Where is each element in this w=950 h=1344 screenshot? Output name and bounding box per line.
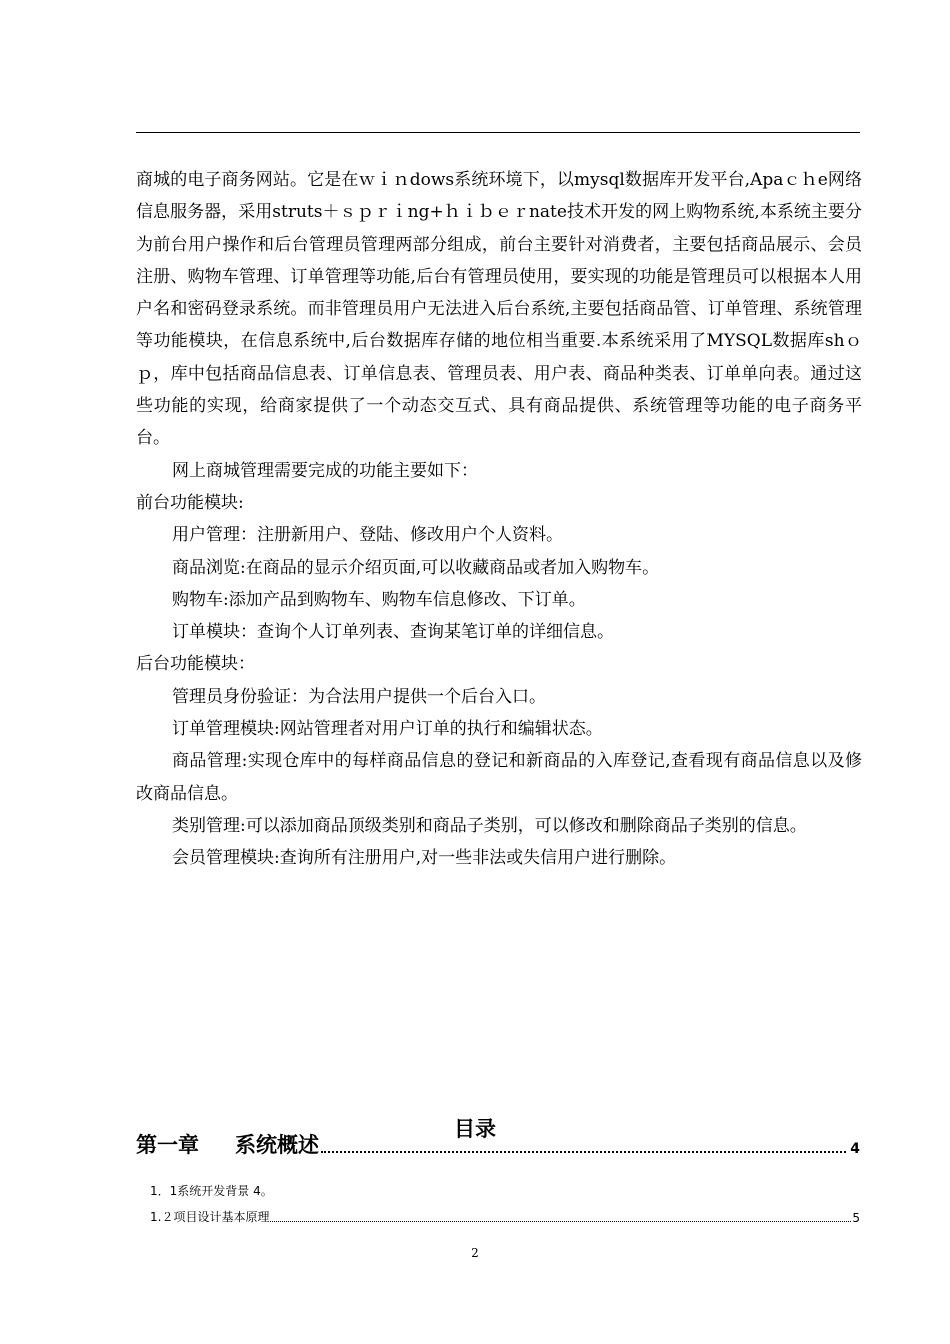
toc-title: 目录: [454, 1117, 496, 1141]
frontend-item: 用户管理：注册新用户、登陆、修改用户个人资料。: [172, 525, 563, 546]
body-text: [136, 164, 862, 875]
paragraph-1: 商城的电子商务网站。它是在ｗｉｎdows系统环境下，以mysql数据库开发平台,Apaｃｈe网络信息服务器，采用struts＋ｓｐｒｉng+ｈｉｂｅｒnate技术开发的网上购物系统,本系统主要分为前台用户操作和后台管理员管理两部分组成，前台主要针对消费者，主要包括商品展示、会员注册、购物车管理、订单管理等功能,后台有管理员使用，要实现的功能是管理员可以根据本人用户名和密码登录系统。而非管理员用户无法进入后台系统,主要包括商品管、订单管理、系统管理等功能模块，在信息系统中,后台数据库存储的地位相当重要.本系统采用了MYSQL数据库shｏｐ，库中包括商品信息表、订单信息表、管理员表、用户表、商品种类表、订单单向表。通过这些功能的实现，给商家提供了一个动态交互式、具有商品提供、系统管理等功能的电子商务平台。: [136, 170, 862, 449]
toc-entry-page: 5: [852, 1211, 860, 1225]
toc-entry-1-1[interactable]: 1．1系统开发背景 4。: [150, 1184, 273, 1198]
backend-item: 商品管理:实现仓库中的每样商品信息的登记和新商品的入库登记,查看现有商品信息以及修改商品信息。: [136, 751, 862, 804]
intro-line: 网上商城管理需要完成的功能主要如下：: [172, 460, 478, 481]
backend-item: 管理员身份验证：为合法用户提供一个后台入口。: [172, 686, 546, 707]
toc-entry-1-2[interactable]: [150, 1208, 860, 1225]
header-rule: [136, 132, 860, 133]
backend-item: 会员管理模块:查询所有注册用户,对一些非法或失信用户进行删除。: [172, 848, 677, 869]
toc-chapter-title: 系统概述: [235, 1133, 319, 1157]
frontend-item: 购物车:添加产品到购物车、购物车信息修改、下订单。: [172, 589, 586, 610]
toc-leader-dots: [270, 1221, 851, 1222]
toc-chapter-number: 第一章: [136, 1133, 199, 1157]
frontend-item: 订单模块：查询个人订单列表、查询某笔订单的详细信息。: [172, 622, 614, 643]
toc-entry-chapter-1[interactable]: [136, 1131, 860, 1159]
toc-entry-label: 1.２项目设计基本原理: [150, 1210, 270, 1224]
backend-heading: 后台功能模块：: [136, 654, 255, 675]
backend-item: 订单管理模块:网站管理者对用户订单的执行和编辑状态。: [172, 719, 603, 740]
backend-item: 类别管理:可以添加商品顶级类别和商品子类别，可以修改和删除商品子类别的信息。: [172, 815, 807, 836]
frontend-item: 商品浏览:在商品的显示介绍页面,可以收藏商品或者加入购物车。: [172, 557, 660, 578]
frontend-heading: 前台功能模块:: [136, 492, 244, 513]
toc-leader-dots: [321, 1151, 846, 1153]
toc-chapter-page: 4: [850, 1141, 860, 1157]
page-number: 2: [471, 1246, 479, 1260]
